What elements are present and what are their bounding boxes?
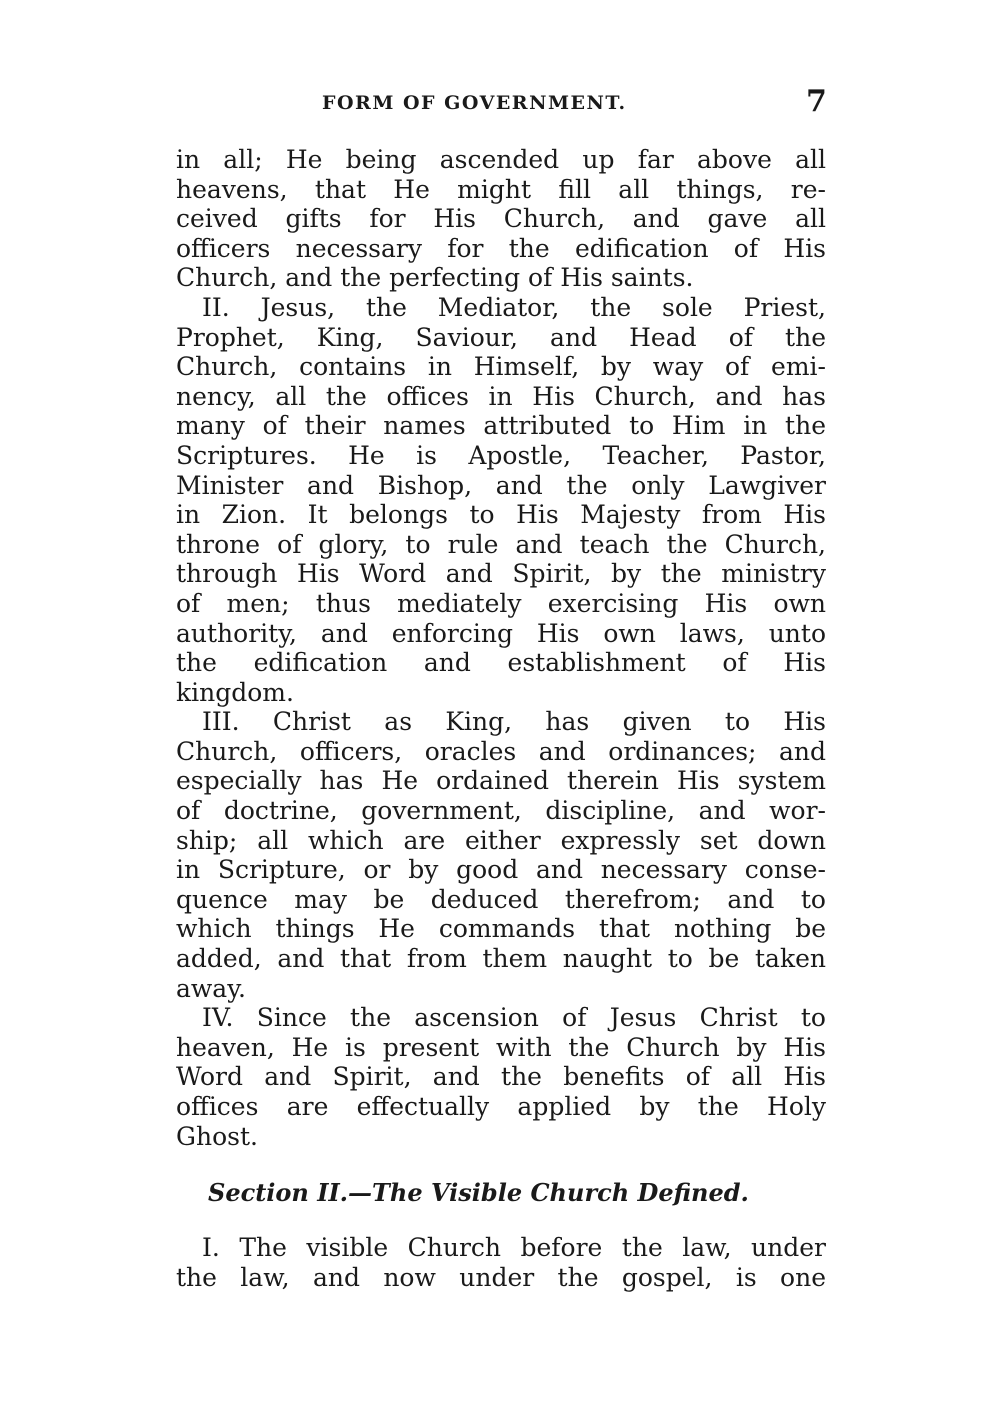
text-line: throne of glory, to rule and teach the Church, (176, 529, 826, 559)
section-body-text (176, 1233, 826, 1292)
section-heading: Section II.—The Visible Church Defined. (208, 1178, 749, 1207)
text-line: in Scripture, or by good and necessary conse- (176, 855, 826, 885)
text-line: Ghost. (176, 1121, 258, 1151)
text-line: quence may be deduced therefrom; and to (176, 884, 826, 914)
text-line: authority, and enforcing His own laws, unto (176, 618, 826, 648)
text-line: nency, all the offices in His Church, and has (176, 381, 826, 411)
text-line: heavens, that He might fill all things, re- (176, 174, 826, 204)
text-line: Minister and Bishop, and the only Lawgiver (176, 470, 826, 500)
text-line: the edification and establishment of His (176, 648, 826, 678)
paragraph-start-line: IV. Since the ascension of Jesus Christ to (202, 1003, 826, 1033)
text-line: in Zion. It belongs to His Majesty from His (176, 500, 826, 530)
text-line: Prophet, King, Saviour, and Head of the (176, 322, 826, 352)
text-line: offices are effectually applied by the Holy (176, 1092, 826, 1121)
paragraph-start-line: I. The visible Church before the law, under (202, 1233, 826, 1262)
text-line: Word and Spirit, and the benefits of all His (176, 1062, 826, 1092)
text-line: of men; thus mediately exercising His own (176, 588, 826, 618)
text-line: many of their names attributed to Him in the (176, 411, 826, 441)
text-line: Church, and the perfecting of His saints. (176, 263, 694, 293)
text-line: Church, contains in Himself, by way of emi- (176, 352, 826, 382)
text-line: in all; He being ascended up far above all (176, 145, 826, 174)
text-line: of doctrine, government, discipline, and wor- (176, 796, 826, 826)
text-line: away. (176, 973, 246, 1003)
text-line: added, and that from them naught to be taken (176, 944, 826, 974)
page-number: 7 (806, 84, 827, 119)
text-line: the law, and now under the gospel, is one (176, 1262, 826, 1292)
body-text (176, 145, 826, 1151)
text-line: which things He commands that nothing be (176, 914, 826, 944)
running-head: FORM OF GOVERNMENT. (322, 92, 627, 114)
text-line: Church, officers, oracles and ordinances; and (176, 736, 826, 766)
text-line: through His Word and Spirit, by the ministry (176, 559, 826, 589)
paragraph-start-line: II. Jesus, the Mediator, the sole Priest, (202, 292, 826, 322)
text-line: Scriptures. He is Apostle, Teacher, Pastor, (176, 440, 826, 470)
text-line: especially has He ordained therein His system (176, 766, 826, 796)
text-line: heaven, He is present with the Church by His (176, 1032, 826, 1062)
text-line: ceived gifts for His Church, and gave all (176, 204, 826, 234)
paragraph-start-line: III. Christ as King, has given to His (202, 707, 826, 737)
text-line: kingdom. (176, 677, 294, 707)
text-line: officers necessary for the edification of His (176, 233, 826, 263)
text-line: ship; all which are either expressly set down (176, 825, 826, 855)
